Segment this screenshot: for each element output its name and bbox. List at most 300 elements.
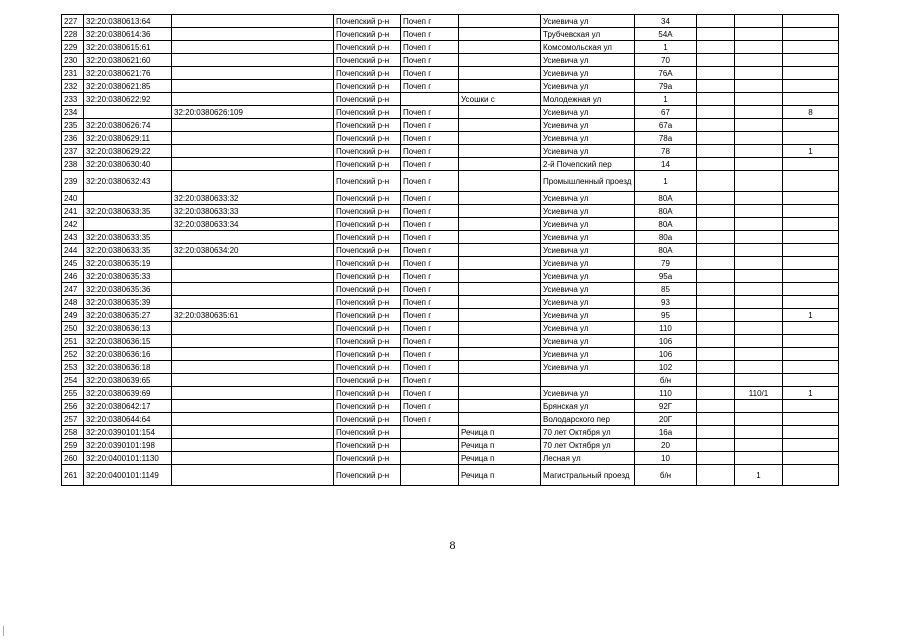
cell-cad2 [172,348,334,361]
cell-cad2 [172,231,334,244]
cell-no: 247 [62,283,84,296]
table-row [62,15,839,28]
cell-extra3 [783,192,839,205]
cell-city: Почеп г [401,374,459,387]
cell-street: 70 лет Октября ул [541,439,635,452]
cell-cad1: 32:20:0380621:76 [84,67,172,80]
cell-house: 79а [635,80,697,93]
cell-extra1 [697,400,735,413]
cell-house: 20Г [635,413,697,426]
cell-village [459,41,541,54]
cell-city: Почеп г [401,257,459,270]
cell-house: 70 [635,54,697,67]
cell-extra2 [735,452,783,465]
cell-street: Усиевича ул [541,54,635,67]
cell-city: Почеп г [401,322,459,335]
cell-extra1 [697,80,735,93]
cell-no: 254 [62,374,84,387]
cell-extra3 [783,439,839,452]
cell-house: 95 [635,309,697,322]
table-row [62,361,839,374]
cell-extra2 [735,80,783,93]
cell-district: Почепский р-н [334,231,401,244]
cell-street: Усиевича ул [541,257,635,270]
table-row [62,283,839,296]
cell-city: Почеп г [401,400,459,413]
cell-house: 16а [635,426,697,439]
cell-cad1: 32:20:0380639:65 [84,374,172,387]
cell-house: 85 [635,283,697,296]
cell-extra1 [697,132,735,145]
cell-village [459,145,541,158]
cell-house: 54А [635,28,697,41]
cell-district: Почепский р-н [334,192,401,205]
table-row [62,244,839,257]
cell-city: Почеп г [401,41,459,54]
cell-cad1: 32:20:0400101:1130 [84,452,172,465]
cell-district: Почепский р-н [334,119,401,132]
cell-city: Почеп г [401,244,459,257]
cell-village [459,296,541,309]
cell-extra2 [735,41,783,54]
cell-extra1 [697,106,735,119]
cell-village [459,400,541,413]
cell-cad2 [172,361,334,374]
table-row [62,205,839,218]
cell-extra2 [735,158,783,171]
cell-district: Почепский р-н [334,171,401,192]
cell-district: Почепский р-н [334,465,401,486]
cell-street: Усиевича ул [541,132,635,145]
cell-no: 234 [62,106,84,119]
table-row [62,80,839,93]
cell-city: Почеп г [401,387,459,400]
cell-extra3 [783,426,839,439]
cell-village: Усошки с [459,93,541,106]
cell-village [459,80,541,93]
cell-extra3 [783,270,839,283]
cell-extra2 [735,413,783,426]
cell-extra2 [735,145,783,158]
cell-street: Лесная ул [541,452,635,465]
cell-city: Почеп г [401,335,459,348]
cell-district: Почепский р-н [334,387,401,400]
cell-district: Почепский р-н [334,244,401,257]
cell-street [541,374,635,387]
cell-extra3 [783,283,839,296]
cell-extra3: 1 [783,145,839,158]
cell-cad2: 32:20:0380635:61 [172,309,334,322]
cell-no: 244 [62,244,84,257]
cell-extra3 [783,374,839,387]
cell-extra1 [697,54,735,67]
cell-no: 230 [62,54,84,67]
table-row [62,322,839,335]
cell-cad2 [172,257,334,270]
cell-extra1 [697,413,735,426]
cell-house: 67 [635,106,697,119]
cell-cad2 [172,119,334,132]
cell-extra3: 1 [783,309,839,322]
table-body [62,15,839,486]
cell-district: Почепский р-н [334,106,401,119]
cell-cad1: 32:20:0380613:64 [84,15,172,28]
cell-extra2 [735,132,783,145]
cell-cad1: 32:20:0380636:13 [84,322,172,335]
cell-house: 1 [635,93,697,106]
cell-district: Почепский р-н [334,132,401,145]
cell-district: Почепский р-н [334,452,401,465]
cell-extra3 [783,41,839,54]
cell-extra2 [735,348,783,361]
cell-district: Почепский р-н [334,439,401,452]
cell-house: 106 [635,335,697,348]
cell-cad2: 32:20:0380626:109 [172,106,334,119]
cell-extra1 [697,387,735,400]
cell-cad2: 32:20:0380634:20 [172,244,334,257]
cell-extra1 [697,335,735,348]
cell-no: 255 [62,387,84,400]
cell-extra2 [735,374,783,387]
cell-cad1: 32:20:0380629:11 [84,132,172,145]
table-row [62,171,839,192]
cell-cad1: 32:20:0380642:17 [84,400,172,413]
cell-no: 256 [62,400,84,413]
table-row [62,374,839,387]
cell-street: 70 лет Октября ул [541,426,635,439]
cell-house: 10 [635,452,697,465]
cell-street: Усиевича ул [541,348,635,361]
cell-cad2: 32:20:0380633:32 [172,192,334,205]
cell-cad2 [172,67,334,80]
cell-village: Речица п [459,452,541,465]
cell-district: Почепский р-н [334,426,401,439]
cell-village [459,54,541,67]
cell-village [459,335,541,348]
cell-village [459,15,541,28]
cell-extra2 [735,270,783,283]
cell-house: 80А [635,244,697,257]
table-row [62,67,839,80]
cell-cad2 [172,296,334,309]
cell-cad1: 32:20:0380644:64 [84,413,172,426]
cell-no: 236 [62,132,84,145]
cell-extra2 [735,54,783,67]
cell-extra1 [697,171,735,192]
cell-village [459,132,541,145]
cell-extra3 [783,452,839,465]
cell-city: Почеп г [401,413,459,426]
cell-extra2 [735,309,783,322]
table-row [62,400,839,413]
cell-district: Почепский р-н [334,80,401,93]
cell-street: Усиевича ул [541,119,635,132]
cell-extra1 [697,231,735,244]
cell-extra3 [783,231,839,244]
table-row [62,426,839,439]
cell-district: Почепский р-н [334,400,401,413]
cell-district: Почепский р-н [334,257,401,270]
cell-extra1 [697,41,735,54]
cell-extra1 [697,205,735,218]
cell-district: Почепский р-н [334,309,401,322]
cell-house: 110 [635,387,697,400]
table-row [62,296,839,309]
cell-no: 245 [62,257,84,270]
cell-extra1 [697,93,735,106]
cell-no: 232 [62,80,84,93]
cell-street: Усиевича ул [541,106,635,119]
cell-village [459,387,541,400]
cell-extra2 [735,426,783,439]
cell-city [401,439,459,452]
cell-extra3 [783,93,839,106]
table-row [62,158,839,171]
cell-cad2 [172,283,334,296]
cell-cad1: 32:20:0380630:40 [84,158,172,171]
cell-house: 80А [635,205,697,218]
cell-cad1 [84,106,172,119]
cell-house: 78а [635,132,697,145]
cell-district: Почепский р-н [334,361,401,374]
cell-extra3 [783,322,839,335]
cell-city [401,426,459,439]
cell-extra1 [697,361,735,374]
cell-extra1 [697,439,735,452]
cell-no: 242 [62,218,84,231]
cell-village [459,192,541,205]
cell-village [459,106,541,119]
cell-city: Почеп г [401,54,459,67]
cell-city: Почеп г [401,158,459,171]
cell-street: Брянская ул [541,400,635,413]
cell-village [459,28,541,41]
cell-house: 78 [635,145,697,158]
cell-no: 233 [62,93,84,106]
cell-extra1 [697,452,735,465]
cell-cad1: 32:20:0380614:36 [84,28,172,41]
table-row [62,465,839,486]
cell-village: Речица п [459,439,541,452]
cell-street: Володарского пер [541,413,635,426]
cell-no: 249 [62,309,84,322]
cell-no: 250 [62,322,84,335]
cell-district: Почепский р-н [334,28,401,41]
table-row [62,257,839,270]
table-row [62,132,839,145]
cell-city: Почеп г [401,106,459,119]
cell-cad2 [172,452,334,465]
cell-extra3 [783,67,839,80]
cell-extra3: 1 [783,387,839,400]
cell-cad1: 32:20:0380626:74 [84,119,172,132]
cell-district: Почепский р-н [334,93,401,106]
cell-house: 95а [635,270,697,283]
cell-district: Почепский р-н [334,374,401,387]
cell-cad1: 32:20:0380615:61 [84,41,172,54]
cell-extra3 [783,28,839,41]
cell-extra3 [783,205,839,218]
cell-cad2: 32:20:0380633:34 [172,218,334,231]
cell-street: Усиевича ул [541,244,635,257]
registry-table [61,14,839,486]
cell-street: Усиевича ул [541,67,635,80]
cell-extra1 [697,309,735,322]
cell-no: 253 [62,361,84,374]
cell-house: б/н [635,465,697,486]
cell-village [459,270,541,283]
cell-street: Усиевича ул [541,283,635,296]
cell-cad1: 32:20:0380636:15 [84,335,172,348]
cell-extra1 [697,270,735,283]
cell-city: Почеп г [401,15,459,28]
cell-house: 80А [635,192,697,205]
cell-extra1 [697,218,735,231]
cell-no: 261 [62,465,84,486]
cell-no: 237 [62,145,84,158]
cell-village: Речица п [459,426,541,439]
cell-street: Усиевича ул [541,205,635,218]
cell-cad1: 32:20:0400101:1149 [84,465,172,486]
cell-extra3 [783,158,839,171]
cell-no: 227 [62,15,84,28]
cell-house: б/н [635,374,697,387]
cell-house: 1 [635,41,697,54]
cell-village [459,244,541,257]
table-row [62,106,839,119]
cell-village [459,309,541,322]
cell-extra2 [735,171,783,192]
cell-house: 93 [635,296,697,309]
cell-no: 238 [62,158,84,171]
cell-no: 251 [62,335,84,348]
cell-extra1 [697,119,735,132]
cell-district: Почепский р-н [334,218,401,231]
cell-cad2 [172,413,334,426]
cell-cad2 [172,374,334,387]
cell-village [459,218,541,231]
cell-street: Магистральный проезд [541,465,635,486]
cell-extra1 [697,348,735,361]
cell-extra3 [783,335,839,348]
cell-village [459,158,541,171]
table-row [62,93,839,106]
scan-edge-mark [3,626,4,636]
cell-extra3 [783,400,839,413]
cell-village [459,171,541,192]
cell-house: 14 [635,158,697,171]
cell-no: 248 [62,296,84,309]
cell-extra1 [697,145,735,158]
cell-district: Почепский р-н [334,335,401,348]
cell-street: Усиевича ул [541,15,635,28]
cell-district: Почепский р-н [334,348,401,361]
cell-district: Почепский р-н [334,296,401,309]
table-row [62,270,839,283]
cell-extra2 [735,361,783,374]
table-row [62,145,839,158]
cell-extra2 [735,218,783,231]
cell-city: Почеп г [401,171,459,192]
cell-street: Промышленный проезд [541,171,635,192]
cell-cad2 [172,387,334,400]
cell-city: Почеп г [401,218,459,231]
cell-house: 92Г [635,400,697,413]
cell-cad2 [172,171,334,192]
cell-no: 239 [62,171,84,192]
table-row [62,192,839,205]
cell-extra3 [783,296,839,309]
cell-house: 1 [635,171,697,192]
cell-house: 110 [635,322,697,335]
cell-cad1: 32:20:0380635:19 [84,257,172,270]
cell-cad1: 32:20:0380635:39 [84,296,172,309]
cell-street: Усиевича ул [541,309,635,322]
cell-no: 260 [62,452,84,465]
cell-cad1: 32:20:0380633:35 [84,231,172,244]
cell-no: 235 [62,119,84,132]
cell-extra3 [783,348,839,361]
cell-district: Почепский р-н [334,413,401,426]
cell-extra3 [783,218,839,231]
cell-cad2 [172,132,334,145]
cell-extra1 [697,244,735,257]
cell-extra3 [783,80,839,93]
table-row [62,413,839,426]
cell-house: 79 [635,257,697,270]
cell-cad2 [172,41,334,54]
cell-extra2 [735,67,783,80]
cell-extra1 [697,15,735,28]
cell-city: Почеп г [401,28,459,41]
cell-street: Усиевича ул [541,80,635,93]
table-row [62,119,839,132]
cell-cad2 [172,400,334,413]
cell-street: Усиевича ул [541,218,635,231]
cell-village [459,257,541,270]
cell-cad2 [172,145,334,158]
cell-cad1: 32:20:0380636:18 [84,361,172,374]
cell-cad1: 32:20:0390101:198 [84,439,172,452]
cell-extra3: 8 [783,106,839,119]
cell-house: 80А [635,218,697,231]
cell-cad1: 32:20:0380633:35 [84,244,172,257]
cell-cad2 [172,426,334,439]
cell-extra2 [735,335,783,348]
table-row [62,439,839,452]
cell-extra1 [697,28,735,41]
cell-village [459,205,541,218]
table-row [62,309,839,322]
cell-extra2 [735,119,783,132]
cell-city [401,452,459,465]
cell-district: Почепский р-н [334,15,401,28]
cell-cad2 [172,322,334,335]
cell-city: Почеп г [401,67,459,80]
cell-street: Усиевича ул [541,361,635,374]
cell-extra2 [735,192,783,205]
cell-city: Почеп г [401,205,459,218]
cell-extra3 [783,15,839,28]
cell-no: 240 [62,192,84,205]
cell-extra1 [697,192,735,205]
cell-cad1: 32:20:0380629:22 [84,145,172,158]
cell-extra2 [735,28,783,41]
cell-district: Почепский р-н [334,54,401,67]
cell-district: Почепский р-н [334,205,401,218]
cell-extra2 [735,322,783,335]
cell-district: Почепский р-н [334,270,401,283]
